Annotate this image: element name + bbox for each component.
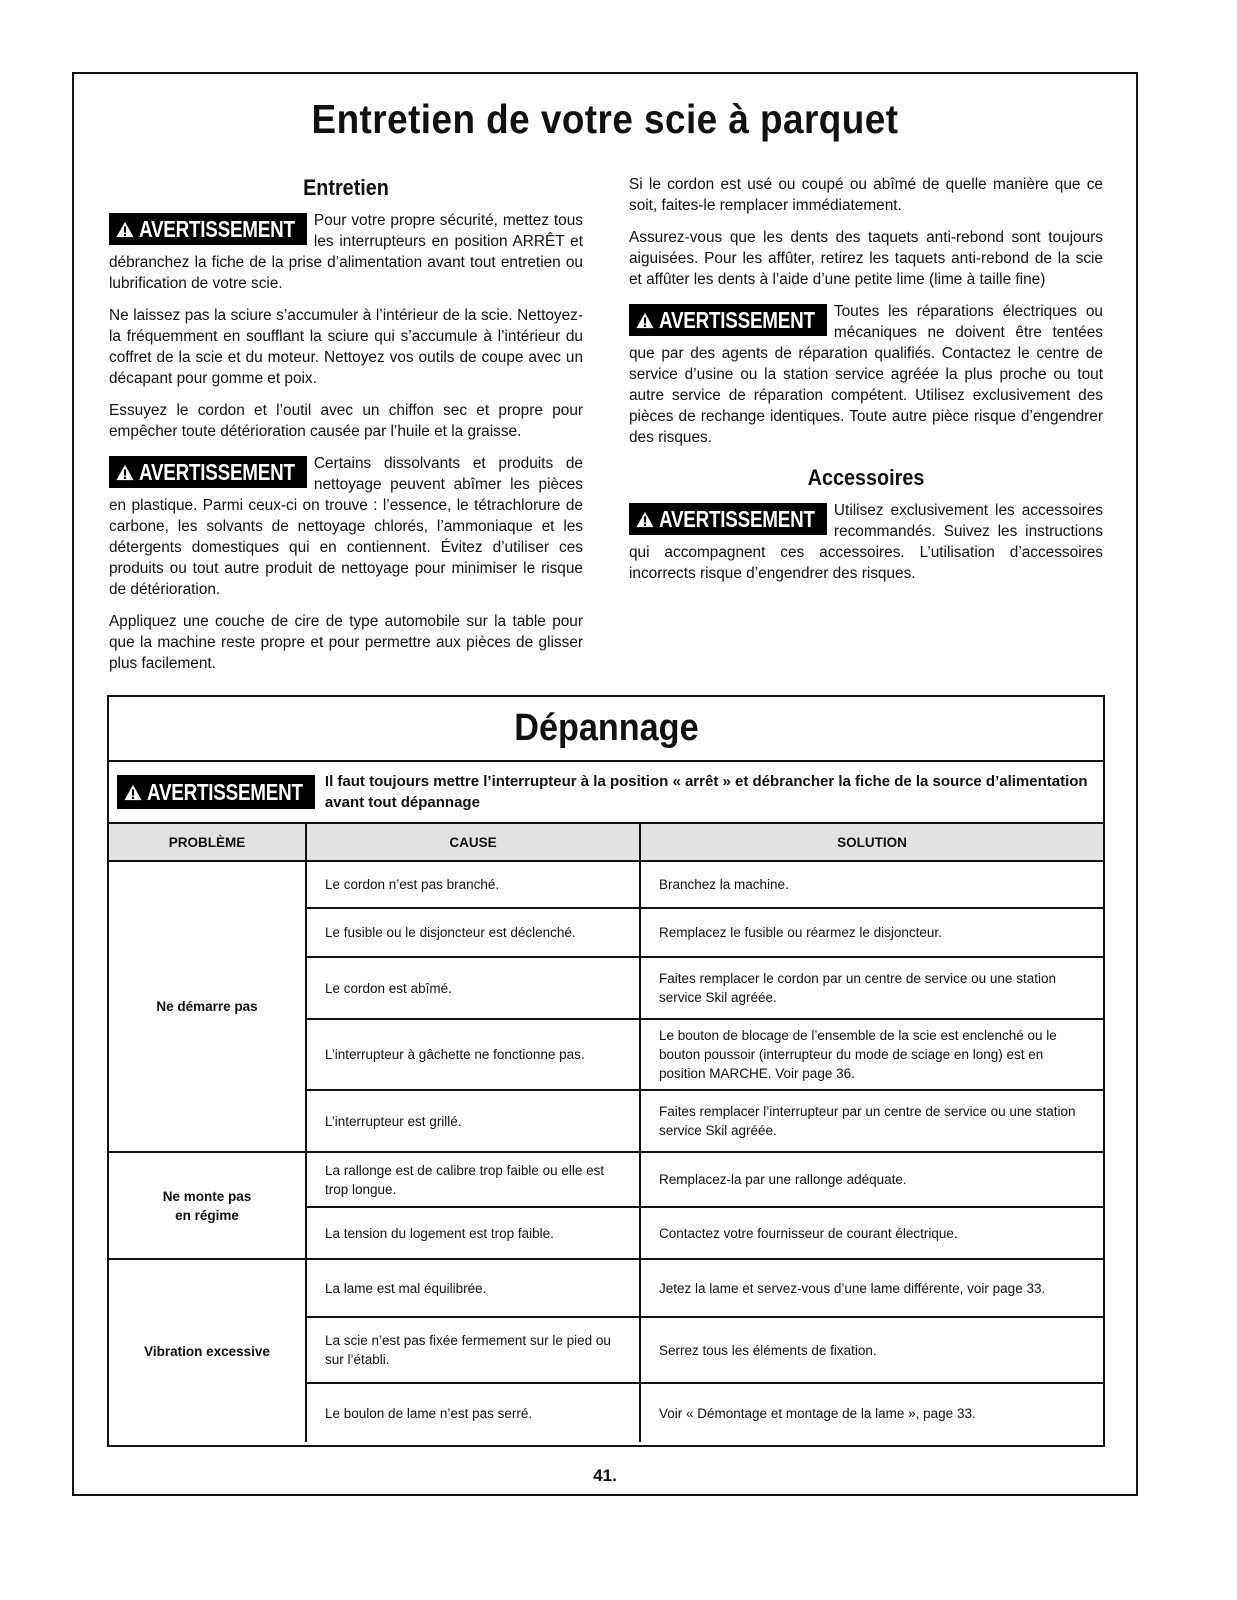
- problem-cell: Vibration excessive: [109, 1259, 306, 1442]
- warning-paragraph-accessories: [629, 500, 1103, 584]
- troubleshooting-warning: [109, 762, 1103, 824]
- column-header-cause: CAUSE: [306, 824, 640, 861]
- paragraph-text: Utilisez exclusivement les accessoires recommandés. Suivez les instructions qui accompagnent ces accessoires. L’utilisation d’accessoires incorrects risque d’engendrer des risques.: [629, 502, 1103, 582]
- cause-cell: Le boulon de lame n’est pas serré.: [306, 1383, 640, 1442]
- solution-cell: Branchez la machine.: [640, 861, 1103, 908]
- cause-cell: Le cordon est abîmé.: [306, 957, 640, 1019]
- paragraph-text: Certains dissolvants et produits de nettoyage peuvent abîmer les pièces en plastique. Parmi ceux-ci on trouve : l’essence, le tétrachlorure de carbone, les solvants de nettoyage chlorés, l’ammoniaque et les détergents domestiques qui en contiennent. Évitez d’utiliser ces produits ou tout autre produit de nettoyage pour minimiser le risque de détérioration.: [109, 455, 583, 598]
- table-header-row: [109, 824, 1103, 861]
- solution-cell: Le bouton de blocage de l’ensemble de la scie est enclenché ou le bouton poussoir (interrupteur du mode de sciage en long) est en position MARCHE. Voir page 36.: [640, 1019, 1103, 1090]
- problem-cell: Ne démarre pas: [109, 861, 306, 1152]
- warning-badge: [629, 503, 827, 535]
- cause-cell: La scie n’est pas fixée fermement sur le pied ou sur l’établi.: [306, 1317, 640, 1383]
- warning-triangle-icon: [636, 511, 654, 528]
- maintenance-column-right: [629, 174, 1103, 595]
- troubleshooting-title: [109, 697, 1103, 762]
- cause-cell: L’interrupteur à gâchette ne fonctionne pas.: [306, 1019, 640, 1090]
- column-header-problem: PROBLÈME: [109, 824, 306, 861]
- problem-cell: Ne monte pas en régime: [109, 1152, 306, 1259]
- paragraph-wipe-cord: Essuyez le cordon et l’outil avec un chiffon sec et propre pour empêcher toute détérioration causée par l’huile et la graisse.: [109, 402, 583, 440]
- paragraph-wax: Appliquez une couche de cire de type automobile sur la table pour que la machine reste propre et pour permettre aux pièces de glisser plus facilement.: [109, 613, 583, 672]
- cause-cell: Le cordon n’est pas branché.: [306, 861, 640, 908]
- warning-paragraph-repairs: [629, 301, 1103, 448]
- solution-cell: Serrez tous les éléments de fixation.: [640, 1317, 1103, 1383]
- warning-paragraph-solvents: [109, 453, 583, 600]
- warning-triangle-icon: [636, 312, 654, 329]
- warning-badge: [117, 775, 315, 809]
- solution-cell: Faites remplacer le cordon par un centre de service ou une station service Skil agréée.: [640, 957, 1103, 1019]
- solution-cell: Contactez votre fournisseur de courant électrique.: [640, 1207, 1103, 1259]
- table-row: [109, 1259, 1103, 1317]
- solution-cell: Jetez la lame et servez-vous d’une lame différente, voir page 33.: [640, 1259, 1103, 1317]
- cause-cell: L’interrupteur est grillé.: [306, 1090, 640, 1152]
- warning-label: AVERTISSEMENT: [659, 306, 815, 333]
- warning-triangle-icon: [124, 784, 142, 801]
- warning-badge: [109, 456, 307, 488]
- warning-badge: [109, 213, 307, 245]
- paragraph-anti-kickback: Assurez-vous que les dents des taquets anti-rebond sont toujours aiguisées. Pour les affûter, retirez les taquets anti-rebond de la scie et affûter les dents à l’aide d’une petite lime (lime à taille fine): [629, 229, 1103, 288]
- paragraph-text: Toutes les réparations électriques ou mécaniques ne doivent être tentées que par des agents de réparation qualifiés. Contactez le centre de service d’usine ou la station service agréée la plus proche ou tout autre service de réparation compétent. Utilisez exclusivement des pièces de rechange identiques. Toute autre pièce risque d’engendrer des risques.: [629, 303, 1103, 446]
- troubleshooting-title-text: Dépannage: [513, 707, 699, 749]
- table-row: [109, 861, 1103, 908]
- page-number: 41.: [593, 1466, 617, 1485]
- cause-cell: Le fusible ou le disjoncteur est déclenché.: [306, 908, 640, 957]
- cause-cell: La rallonge est de calibre trop faible ou elle est trop longue.: [306, 1152, 640, 1207]
- warning-label: AVERTISSEMENT: [139, 215, 295, 242]
- page-title: Entretien de votre scie à parquet: [311, 96, 899, 142]
- column-header-solution: SOLUTION: [640, 824, 1103, 861]
- solution-cell: Remplacez le fusible ou réarmez le disjoncteur.: [640, 908, 1103, 957]
- solution-cell: Remplacez-la par une rallonge adéquate.: [640, 1152, 1103, 1207]
- troubleshooting-warning-text: Il faut toujours mettre l’interrupteur à la position « arrêt » et débrancher la fiche de la source d’alimentation avant tout dépannage: [324, 773, 1088, 811]
- table-row: [109, 1152, 1103, 1207]
- warning-label: AVERTISSEMENT: [147, 778, 303, 805]
- troubleshooting-table: [109, 824, 1103, 1442]
- solution-cell: Faites remplacer l’interrupteur par un centre de service ou une station service Skil agréée.: [640, 1090, 1103, 1152]
- warning-badge: [629, 304, 827, 336]
- paragraph-text: Pour votre propre sécurité, mettez tous les interrupteurs en position ARRÊT et débranchez la fiche de la prise d’alimentation avant tout entretien ou lubrification de votre scie.: [109, 212, 583, 292]
- warning-paragraph-safety: [109, 210, 583, 294]
- cause-cell: La lame est mal équilibrée.: [306, 1259, 640, 1317]
- warning-triangle-icon: [116, 221, 134, 238]
- troubleshooting-section: [107, 695, 1105, 1447]
- warning-triangle-icon: [116, 464, 134, 481]
- cause-cell: La tension du logement est trop faible.: [306, 1207, 640, 1259]
- section-heading-accessoires: Accessoires: [807, 465, 925, 490]
- section-heading-entretien: Entretien: [303, 175, 389, 200]
- warning-label: AVERTISSEMENT: [139, 458, 295, 485]
- warning-label: AVERTISSEMENT: [659, 505, 815, 532]
- paragraph-cord-replace: Si le cordon est usé ou coupé ou abîmé de quelle manière que ce soit, faites-le remplacer immédiatement.: [629, 176, 1103, 214]
- maintenance-column: [109, 174, 583, 685]
- solution-cell: Voir « Démontage et montage de la lame », page 33.: [659, 1405, 976, 1421]
- paragraph-sawdust: Ne laissez pas la sciure s’accumuler à l’intérieur de la scie. Nettoyez-la fréquemment en soufflant la sciure qui s’accumule à l’intérieur du coffret de la scie et du moteur. Nettoyez vos outils de coupe avec un décapant pour gomme et poix.: [109, 307, 583, 387]
